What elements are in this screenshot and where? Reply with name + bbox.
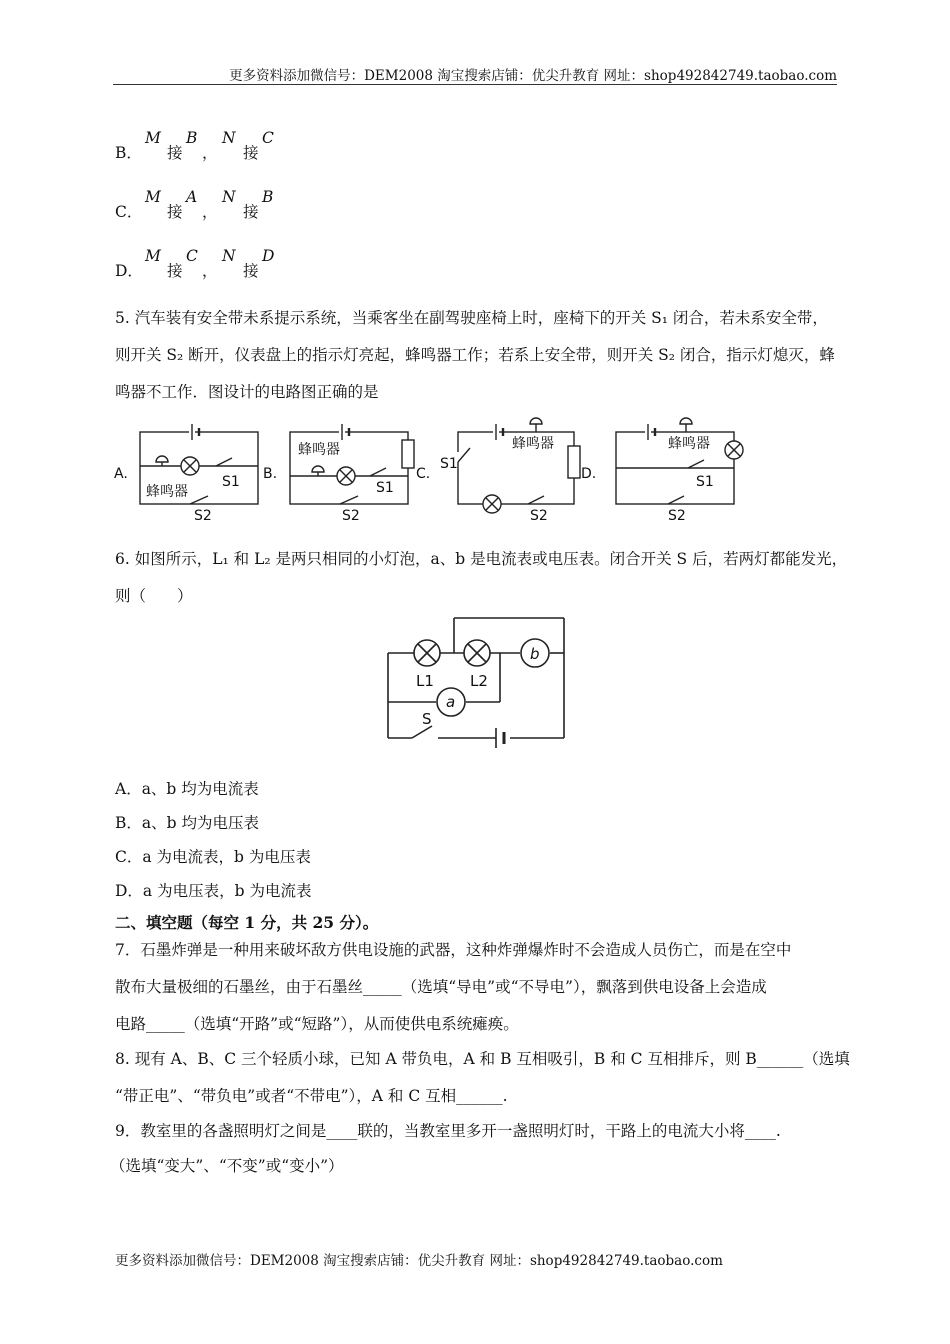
q5-line-1: 5. 汽车装有安全带未系提示系统，当乘客坐在副驾驶座椅上时，座椅下的开关 S₁ 闭合，若未系安全带， bbox=[115, 309, 828, 327]
circuit-b bbox=[290, 424, 414, 504]
buzzer-label: 蜂鸣器 bbox=[512, 436, 554, 452]
q6-circuit-figure bbox=[386, 612, 570, 748]
q6-option-a: A．a、b 均为电流表 bbox=[115, 780, 259, 798]
connect-text: 接 bbox=[167, 203, 183, 221]
q9-line-1: 9．教室里的各盏照明灯之间是____联的，当教室里多开一盏照明灯时，干路上的电流大小将____. bbox=[115, 1122, 781, 1140]
header-divider bbox=[113, 84, 837, 85]
comma: ， bbox=[202, 262, 218, 280]
meter-a-label: a bbox=[446, 693, 456, 711]
section-heading: 二、填空题（每空 1 分，共 25 分）。 bbox=[115, 913, 379, 932]
q9-line-2: （选填“变大”、“不变”或“变小”） bbox=[110, 1157, 344, 1175]
q6-line-2: 则（ ） bbox=[115, 587, 193, 605]
q8-line-1: 8. 现有 A、B、C 三个轻质小球，已知 A 带负电，A 和 B 互相吸引，B 和 C 互相排斥，则 B______（选填 bbox=[115, 1050, 850, 1068]
var-n: N bbox=[222, 188, 236, 206]
circuit-d bbox=[616, 418, 743, 504]
circuit-a-label: A. bbox=[114, 466, 128, 482]
s2-label: S2 bbox=[342, 508, 360, 524]
s2-label: S2 bbox=[530, 508, 548, 524]
var-terminal: B bbox=[186, 129, 198, 147]
var-terminal: D bbox=[262, 247, 275, 265]
var-terminal: B bbox=[262, 188, 274, 206]
q6-option-c: C．a 为电流表，b 为电压表 bbox=[115, 848, 311, 866]
q7-line-2: 散布大量极细的石墨丝，由于石墨丝_____（选填“导电”或“不导电”），飘落到供电设备上会造成 bbox=[115, 978, 767, 996]
q5-line-2: 则开关 S₂ 断开，仪表盘上的指示灯亮起，蜂鸣器工作；若系上安全带，则开关 S₂ 闭合，指示灯熄灭，蜂 bbox=[115, 346, 835, 364]
comma: ， bbox=[202, 144, 218, 162]
q5-circuit-figures bbox=[112, 412, 752, 524]
q7-line-3: 电路_____（选填“开路”或“短路”），从而使供电系统瘫痪。 bbox=[115, 1015, 519, 1033]
option-letter: B． bbox=[115, 144, 142, 162]
page-footer: 更多资料添加微信号：DEM2008 淘宝搜索店铺：优尖升教育 网址：shop492842749.taobao.com bbox=[115, 1253, 723, 1269]
var-m: M bbox=[145, 188, 161, 206]
s1-label: S1 bbox=[222, 474, 240, 490]
meter-b-label: b bbox=[530, 645, 540, 663]
var-terminal: C bbox=[186, 247, 198, 265]
connect-text: 接 bbox=[167, 144, 183, 162]
circuit-c bbox=[458, 418, 580, 513]
circuit-d-label: D. bbox=[581, 466, 597, 482]
l2-label: L2 bbox=[470, 672, 488, 690]
q5-line-3: 鸣器不工作．图设计的电路图正确的是 bbox=[115, 383, 379, 401]
var-terminal: A bbox=[186, 188, 198, 206]
var-terminal: C bbox=[262, 129, 274, 147]
s1-label: S1 bbox=[696, 474, 714, 490]
option-letter: D． bbox=[115, 262, 143, 280]
buzzer-label: 蜂鸣器 bbox=[298, 442, 340, 458]
var-n: N bbox=[222, 247, 236, 265]
s2-label: S2 bbox=[668, 508, 686, 524]
var-m: M bbox=[145, 129, 161, 147]
page-header: 更多资料添加微信号：DEM2008 淘宝搜索店铺：优尖升教育 网址：shop492842749.taobao.com bbox=[229, 68, 837, 84]
q6-line-1: 6. 如图所示，L₁ 和 L₂ 是两只相同的小灯泡，a、b 是电流表或电压表。闭合开关 S 后，若两灯都能发光， bbox=[115, 550, 848, 568]
l1-label: L1 bbox=[416, 672, 434, 690]
s1-label: S1 bbox=[440, 456, 458, 472]
var-n: N bbox=[222, 129, 236, 147]
s1-label: S1 bbox=[376, 480, 394, 496]
q6-option-d: D．a 为电压表，b 为电流表 bbox=[115, 882, 312, 900]
q7-line-1: 7．石墨炸弹是一种用来破坏敌方供电设施的武器，这种炸弹爆炸时不会造成人员伤亡，而是在空中 bbox=[115, 941, 792, 959]
connect-text: 接 bbox=[243, 144, 259, 162]
connect-text: 接 bbox=[167, 262, 183, 280]
circuit-c-label: C. bbox=[416, 466, 431, 482]
q6-option-b: B．a、b 均为电压表 bbox=[115, 814, 259, 832]
connect-text: 接 bbox=[243, 262, 259, 280]
q8-line-2: “带正电”、“带负电”或者“不带电”），A 和 C 互相______. bbox=[115, 1087, 508, 1105]
buzzer-label: 蜂鸣器 bbox=[146, 484, 188, 500]
switch-s-label: S bbox=[422, 710, 432, 728]
circuit-b-label: B. bbox=[263, 466, 278, 482]
connect-text: 接 bbox=[243, 203, 259, 221]
s2-label: S2 bbox=[194, 508, 212, 524]
option-letter: C． bbox=[115, 203, 143, 221]
buzzer-label: 蜂鸣器 bbox=[668, 436, 710, 452]
var-m: M bbox=[145, 247, 161, 265]
comma: ， bbox=[202, 203, 218, 221]
